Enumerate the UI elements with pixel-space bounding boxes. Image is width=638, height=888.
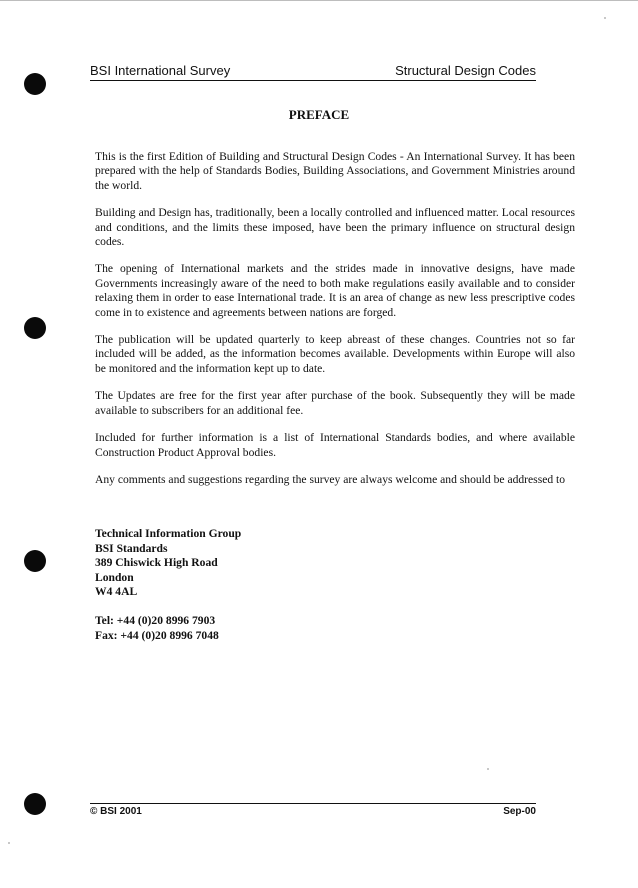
header-left: BSI International Survey (90, 63, 231, 78)
address-line: Technical Information Group (95, 527, 242, 540)
paragraph: Included for further information is a list of International Standards bodies, and where available Construction Product Approval bodies. (95, 431, 575, 459)
paragraph: The publication will be updated quarterly to keep abreast of these changes. Countries not so far included will be added, as the information becomes available. Developments within Europe will also be monitored and the information kept up to date. (95, 333, 575, 375)
punch-hole-1 (24, 73, 46, 95)
scan-speck (604, 17, 606, 19)
punch-hole-3 (24, 550, 46, 572)
address-line: W4 4AL (95, 585, 138, 599)
fax: Fax: +44 (0)20 8996 7048 (95, 628, 219, 642)
paragraph: This is the first Edition of Building and Structural Design Codes - An International Survey. It has been prepared with the help of Standards Bodies, Building Associations, and Government Ministries around the world. (95, 150, 575, 192)
header-right: Structural Design Codes (395, 63, 536, 78)
paragraph: Building and Design has, traditionally, been a locally controlled and influenced matter. Local resources and conditions, and the limits these imposed, have been the primary influence on structural design codes. (95, 206, 575, 249)
telephone: Tel: +44 (0)20 8996 7903 (95, 613, 216, 627)
scan-speck (8, 842, 10, 844)
paragraph: The opening of International markets and the strides made in innovative designs, have made Governments increasingly aware of the need to both make regulations easily available and to consider relaxing them in order to ease International trade. It is an area of change as new less prescriptive codes come in to existence and agreements between nations are forged. (95, 262, 575, 319)
punch-hole-2 (24, 317, 46, 339)
punch-hole-4 (24, 793, 46, 815)
address-line: London (95, 570, 134, 584)
contact-address (95, 527, 395, 643)
address-line: BSI Standards (95, 541, 168, 555)
scan-speck (487, 768, 489, 770)
footer-copyright: © BSI 2001 (90, 806, 142, 817)
body-text (95, 150, 575, 500)
running-header (90, 62, 536, 81)
page-title: PREFACE (288, 107, 350, 122)
address-line: 389 Chiswick High Road (95, 556, 218, 570)
running-footer (90, 803, 536, 817)
paragraph: Any comments and suggestions regarding the survey are always welcome and should be addressed to (95, 472, 566, 486)
paragraph: The Updates are free for the first year after purchase of the book. Subsequently they will be made available to subscribers for an additional fee. (95, 389, 575, 417)
scan-top-edge (0, 0, 638, 1)
footer-date: Sep-00 (503, 806, 536, 817)
